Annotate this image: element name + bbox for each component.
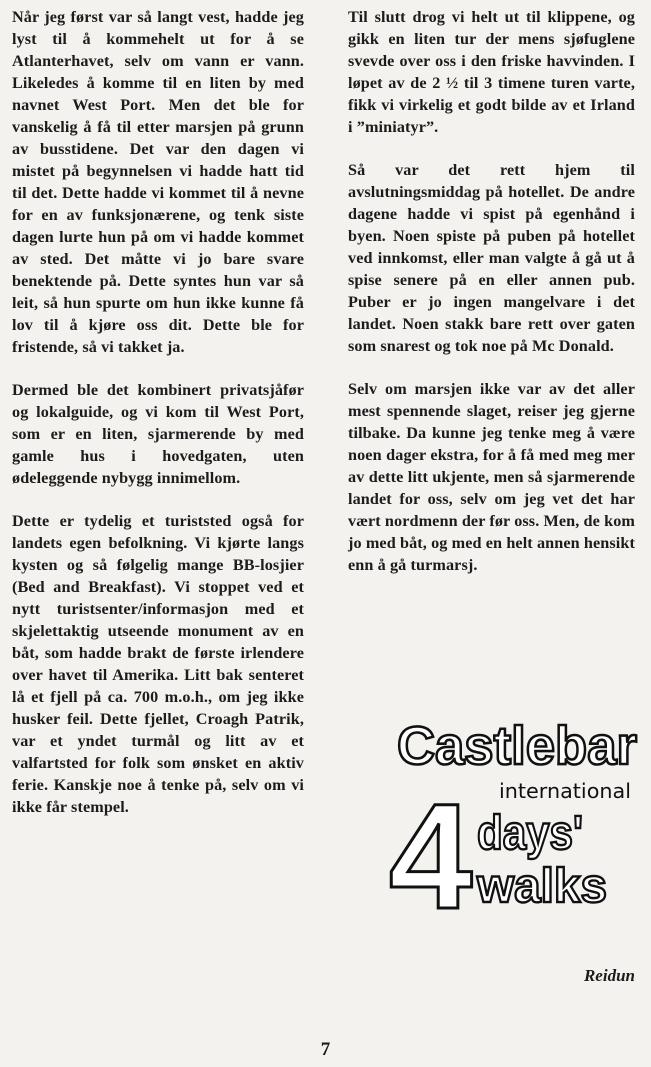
right-column — [348, 6, 635, 576]
paragraph: Dermed ble det kombinert privatsjåfør og lokalguide, og vi kom til West Port, som er en liten, sjarmerende by med gamle hus i hovedgaten, uten ødeleggende nybygg innimellom. — [12, 381, 304, 487]
logo-subtitle-text: international — [499, 779, 631, 803]
logo-title-text: Castlebar — [397, 716, 637, 776]
page-number: 7 — [320, 1039, 331, 1060]
paragraph: Så var det rett hjem til avslutningsmiddag på hotellet. De andre dagene hadde vi spist på egenhånd i byen. Noen spiste på puben på hotellet ved innkomst, eller man valgte å gå ut å spise senere på en eller annen pub. Puber er jo ingen mangelvare i det landet. Noen stakk bare rett over gaten som snarest og tok noe på Mc Donald. — [348, 161, 635, 355]
paragraph: Dette er tydelig et turiststed også for landets egen befolkning. Vi kjørte langs kysten og så følgelig mange BB-losjier (Bed and Breakfast). Vi stoppet ved et nytt turistsenter/informasjon med et skjelettaktig utseende monument av en båt, som hadde brakt de første irlendere over havet til Amerika. Litt bak senteret lå et fjell på ca. 700 m.o.h., om jeg ikke husker feil. Dette fjellet, Croagh Patrik, var et yndet turmål og litt av et valfartsted for folk som ønsket en aktiv ferie. Kanskje noe å tenke på, selv om vi ikke får stempel. — [12, 512, 304, 816]
castlebar-walks-logo — [389, 712, 643, 940]
logo-numeral-text: 4 — [389, 772, 473, 940]
logo-graphic — [389, 712, 643, 940]
paragraph: Når jeg først var så langt vest, hadde jeg lyst til å kommehelt ut for å se Atlanterhavet, selv om vann er vann. Likeledes å komme til en liten by med navnet West Port. Men det ble for vanskelig å få til etter marsjen på grunn av busstidene. Det var den dagen vi mistet på begynnelsen vi hadde hatt tid til det. Dette hadde vi kommet til å nevne for en av funksjonærene, og tenk siste dagen lurte hun på om vi hadde kommet av sted. Det måtte vi jo bare svare benektende på. Dette syntes hun var så leit, så hun spurte om hun ikke kunne få lov til å kjøre oss dit. Dette ble for fristende, så vi takket ja. — [12, 8, 304, 356]
paragraph: Selv om marsjen ikke var av det aller mest spennende slaget, reiser jeg gjerne tilbake. Da kunne jeg tenke meg å være noen dager ekstra, for å få med meg mer av dette litt ukjente, men så sjarmerende landet for oss, selv om jeg vet det har vært nordmenn der før oss. Men, de kom jo med båt, og med en helt annen hensikt enn å gå turmarsj. — [348, 380, 635, 574]
logo-days-text: days' — [477, 807, 583, 860]
logo-walks-text: walks — [476, 860, 607, 913]
paragraph: Til slutt drog vi helt ut til klippene, og gikk en liten tur der mens sjøfuglene svevde over oss i den friske havvinden. I løpet av de 2 ½ til 3 timene turen varte, fikk vi virkelig et godt bilde av et Irland i ”miniatyr”. — [348, 8, 635, 136]
left-column — [12, 6, 304, 818]
author-signature: Reidun — [583, 966, 635, 985]
